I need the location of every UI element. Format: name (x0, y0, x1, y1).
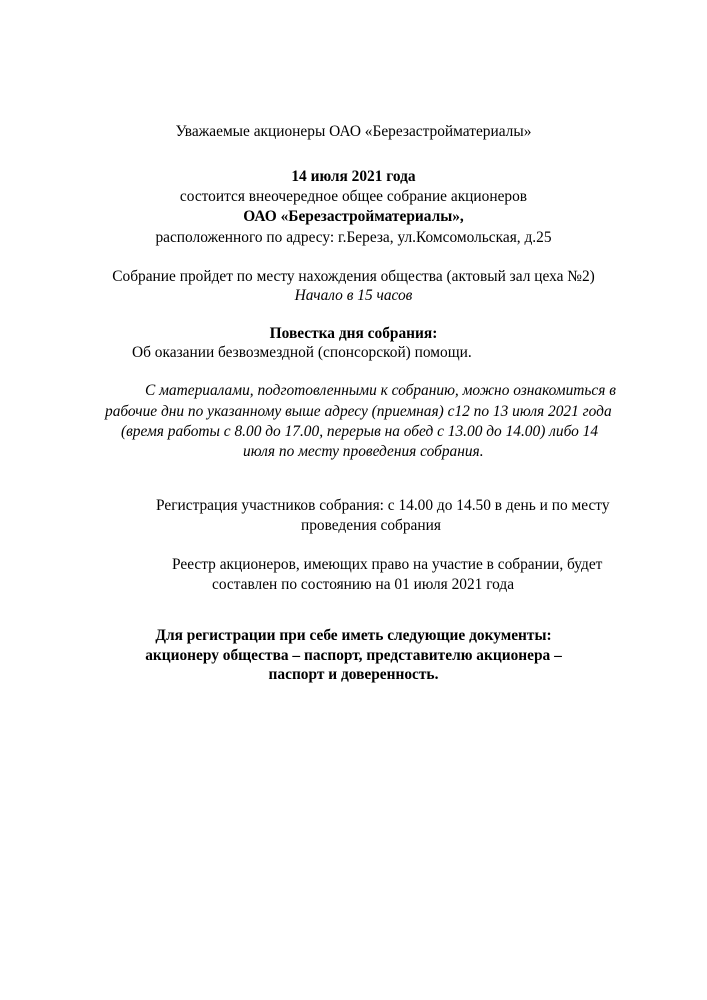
registration-line: Регистрация участников собрания: с 14.00 до 14.50 в день и по месту (156, 497, 610, 514)
meeting-venue: Собрание пройдет по месту нахождения общества (актовый зал цеха №2) (112, 268, 595, 285)
materials-line: С материалами, подготовленными к собранию, можно ознакомиться в (145, 382, 616, 399)
meeting-announcement: состоится внеочередное общее собрание акционеров (179, 188, 528, 205)
agenda-item: Об оказании безвозмездной (спонсорской) помощи. (132, 344, 472, 361)
registration-line: проведения собрания (301, 517, 441, 534)
documents-line: паспорт и доверенность. (268, 666, 439, 683)
company-address: расположенного по адресу: г.Береза, ул.Комсомольская, д.25 (155, 229, 552, 246)
documents-line: Для регистрации при себе иметь следующие документы: (155, 627, 552, 644)
registry-line: составлен по состоянию на 01 июля 2021 года (212, 576, 515, 593)
company-name: ОАО «Березастройматериалы», (243, 208, 464, 225)
materials-line: июля по месту проведения собрания. (243, 443, 484, 460)
meeting-start-time: Начало в 15 часов (294, 287, 413, 304)
materials-line: (время работы с 8.00 до 17.00, перерыв на обед с 13.00 до 14.00) либо 14 (121, 423, 599, 440)
meeting-date: 14 июля 2021 года (291, 168, 416, 185)
materials-line: рабочие дни по указанному выше адресу (приемная) с12 по 13 июля 2021 года (105, 403, 612, 420)
greeting-line: Уважаемые акционеры ОАО «Березастройматериалы» (175, 123, 532, 140)
documents-line: акционеру общества – паспорт, представителю акционера – (145, 647, 562, 664)
agenda-title: Повестка дня собрания: (269, 325, 438, 342)
registry-line: Реестр акционеров, имеющих право на участие в собрании, будет (172, 556, 603, 573)
